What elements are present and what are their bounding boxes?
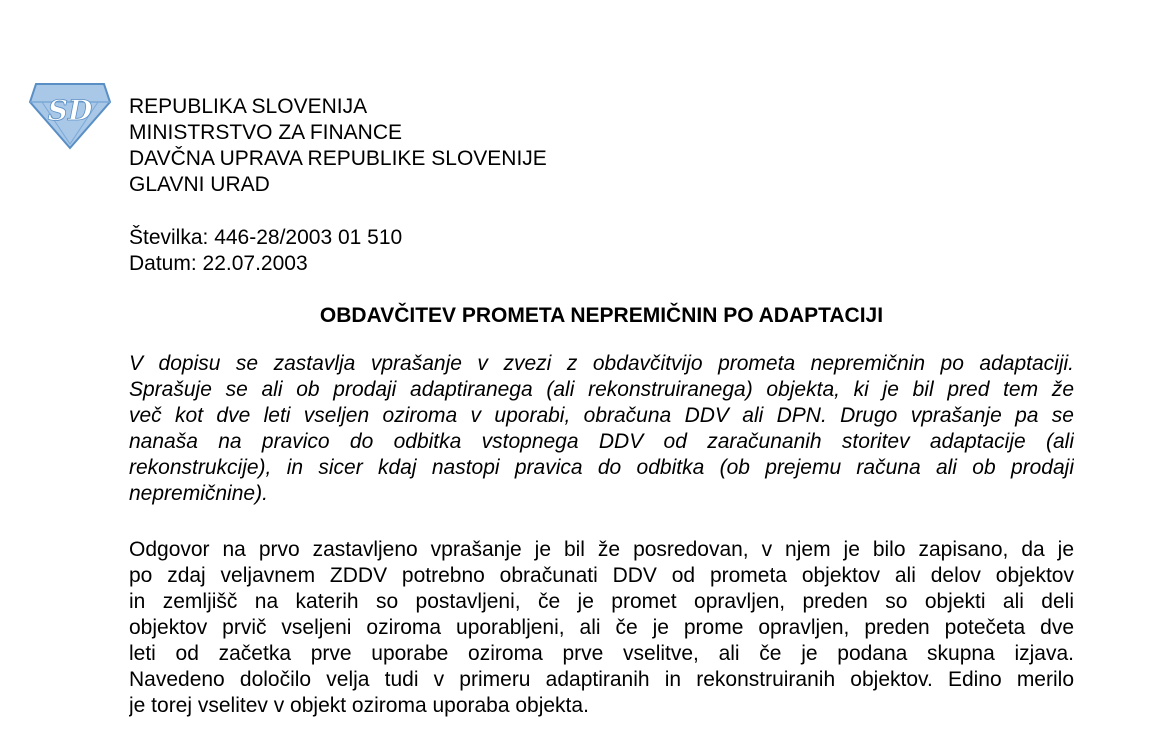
paragraph-line: več kot dve leti vseljen oziroma v uporabi, obračuna DDV ali DPN. Drugo vprašanje pa se [129, 404, 1074, 427]
letterhead [129, 94, 547, 198]
logo-lettering: SD [47, 94, 93, 127]
paragraph-line: po zdaj veljavnem ZDDV potrebno obračunati DDV od prometa objektov ali delov objektov [129, 564, 1074, 587]
paragraph-line: je torej vselitev v objekt oziroma uporaba objekta. [129, 694, 589, 717]
document-title: OBDAVČITEV PROMETA NEPREMIČNIN PO ADAPTACIJI [319, 304, 884, 327]
paragraph-line: nanaša na pravico do odbitka vstopnega DDV od zaračunanih storitev adaptacije (ali [129, 430, 1074, 453]
letterhead-line-head-office: GLAVNI URAD [129, 173, 270, 196]
letterhead-line-ministry: MINISTRSTVO ZA FINANCE [129, 121, 403, 144]
letterhead-line-tax-administration: DAVČNA UPRAVA REPUBLIKE SLOVENIJE [129, 147, 547, 170]
paragraph-line: Sprašuje se ali ob prodaji adaptiranega (ali rekonstruiranega) objekta, ki je bil pred tem že [129, 378, 1074, 401]
paragraph-line: rekonstrukcije), in sicer kdaj nastopi pravica do odbitka (ob prejemu računa ali ob prodaji [129, 456, 1074, 479]
paragraph-line: Navedeno določilo velja tudi v primeru adaptiranih in rekonstruiranih objektov. Edino merilo [129, 668, 1074, 691]
paragraph-line: nepremičnine). [129, 482, 268, 505]
paragraph-line: Odgovor na prvo zastavljeno vprašanje je bil že posredovan, v njem je bilo zapisano, da je [129, 538, 1074, 561]
paragraph-line: V dopisu se zastavlja vprašanje v zvezi z obdavčitvijo prometa nepremičnin po adaptaciji. [129, 352, 1074, 375]
tax-administration-logo [28, 80, 112, 150]
document-date: Datum: 22.07.2003 [129, 252, 308, 275]
letterhead-line-republic: REPUBLIKA SLOVENIJA [129, 95, 368, 118]
paragraph-line: in zemljišč na katerih so postavljeni, če je promet opravljen, preden so objekti ali deli [129, 590, 1074, 613]
paragraph-line: objektov prvič vseljeni oziroma uporabljeni, ali če je prome opravljen, preden potečeta dve [129, 616, 1074, 639]
answer-paragraph [129, 537, 1074, 719]
document-meta [129, 225, 402, 277]
question-paragraph [129, 351, 1074, 507]
paragraph-line: leti od začetka prve uporabe oziroma prve vselitve, ali če je podana skupna izjava. [129, 642, 1074, 665]
document-number: Številka: 446-28/2003 01 510 [129, 226, 403, 249]
